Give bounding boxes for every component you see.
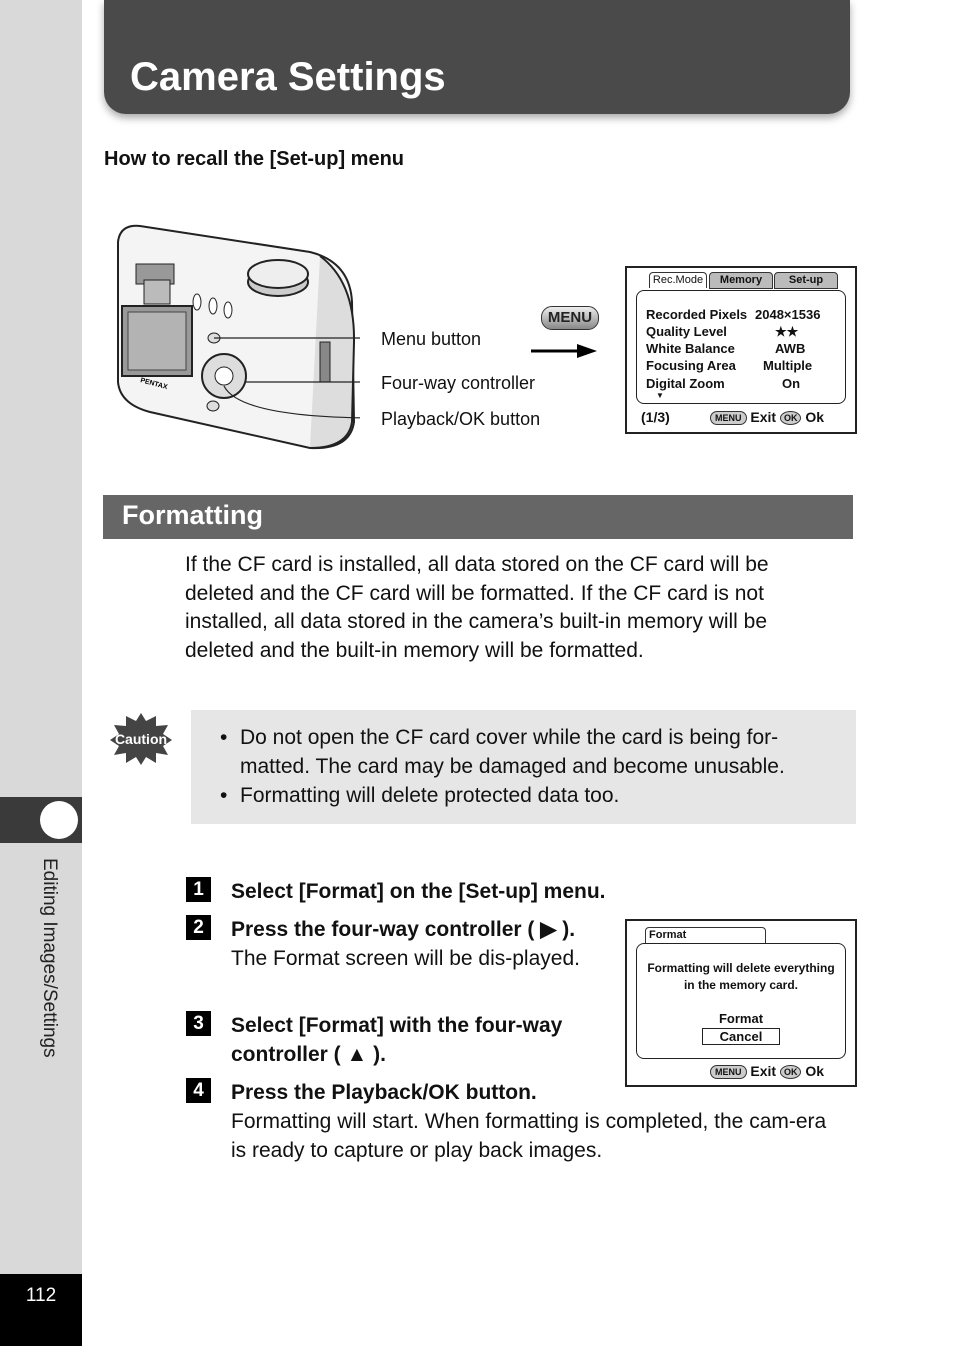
ok-label: Ok (805, 409, 825, 425)
step-text (231, 1011, 601, 1069)
page-indicator: (1/3) (641, 409, 670, 425)
menu-screen (625, 266, 857, 434)
cancel-option: Cancel (702, 1028, 780, 1045)
right-arrow-icon (531, 342, 597, 360)
format-option: Format (718, 1011, 764, 1026)
menu-row-label: Recorded Pixels (646, 307, 748, 322)
step-text (231, 877, 651, 906)
menu-row-value: On (782, 376, 801, 391)
format-message: Formatting will delete everything (647, 961, 835, 975)
caution-label: Caution (114, 731, 168, 747)
caution-list (220, 723, 840, 810)
formatting-description: If the CF card is installed, all data stored on the CF card will be deleted and the CF card will be formatted. If the CF card is not installed, all data stored in the camera’s built-in memory will be deleted and the built-in memory will be formatted. (185, 553, 769, 662)
step-instruction: Select [Format] on the [Set-up] menu. (231, 880, 606, 903)
step-text (231, 915, 611, 973)
ok-key-icon: OK (780, 1065, 802, 1079)
menu-key-icon: MENU (541, 306, 599, 330)
menu-key-icon: MENU (710, 1065, 747, 1079)
callout-menu-button: Menu button (381, 329, 482, 349)
camera-brand: PENTAX (139, 377, 169, 392)
step-instruction: Select [Format] with the four-way controller ( ▲ ). (231, 1014, 563, 1066)
callout-four-way-controller: Four-way controller (381, 373, 536, 393)
format-footer (710, 1063, 824, 1079)
menu-row-label: White Balance (646, 341, 735, 356)
menu-row-value: AWB (775, 341, 806, 356)
menu-footer (710, 409, 824, 425)
section-title: Formatting (122, 500, 263, 530)
menu-row-value: 2048×1536 (755, 307, 821, 322)
menu-row-label: Digital Zoom (646, 376, 725, 391)
menu-row-value: Multiple (763, 358, 813, 373)
menu-row-value: ★★ (775, 324, 799, 339)
ok-label: Ok (805, 1063, 825, 1079)
step-number: 4 (186, 1078, 211, 1103)
step-detail: The Format screen will be dis-played. (231, 947, 580, 970)
page-number: 112 (25, 1285, 57, 1306)
ok-key-icon: OK (780, 411, 802, 425)
step-number: 3 (186, 1011, 211, 1036)
callout-playback-ok-button: Playback/OK button (381, 409, 541, 429)
caution-bullet: • Formatting will delete protected data too. (220, 781, 840, 810)
step-text (231, 1078, 846, 1165)
tab-rec-mode: Rec.Mode (649, 272, 707, 288)
format-screen (625, 919, 857, 1087)
caution-bullet: • Do not open the CF card cover while the card is being for-matted. The card may be damaged and become unusable. (220, 723, 840, 781)
format-message: in the memory card. (683, 978, 799, 992)
side-label: Editing Images/Settings (39, 858, 60, 1058)
step-instruction: Press the Playback/OK button. (231, 1081, 537, 1104)
section-tab (0, 797, 82, 843)
step-detail: Formatting will start. When formatting is completed, the cam-era is ready to capture or play back images. (231, 1110, 827, 1162)
menu-row-label: Focusing Area (646, 358, 736, 373)
page-title: Camera Settings (130, 55, 446, 99)
recall-heading: How to recall the [Set-up] menu (104, 148, 405, 170)
exit-label: Exit (750, 409, 777, 425)
scroll-down-icon: ▼ (656, 391, 664, 400)
sidebar (0, 0, 82, 1346)
step-instruction: Press the four-way controller ( ▶ ). (231, 918, 576, 941)
tab-format: Format (645, 927, 766, 943)
tab-set-up: Set-up (774, 272, 838, 289)
camera-illustration (110, 222, 360, 454)
exit-label: Exit (750, 1063, 777, 1079)
caution-icon (110, 713, 172, 765)
step-number: 1 (186, 877, 211, 902)
menu-row-label: Quality Level (646, 324, 727, 339)
tab-memory: Memory (709, 272, 773, 289)
menu-key-icon: MENU (710, 411, 747, 425)
step-number: 2 (186, 915, 211, 940)
